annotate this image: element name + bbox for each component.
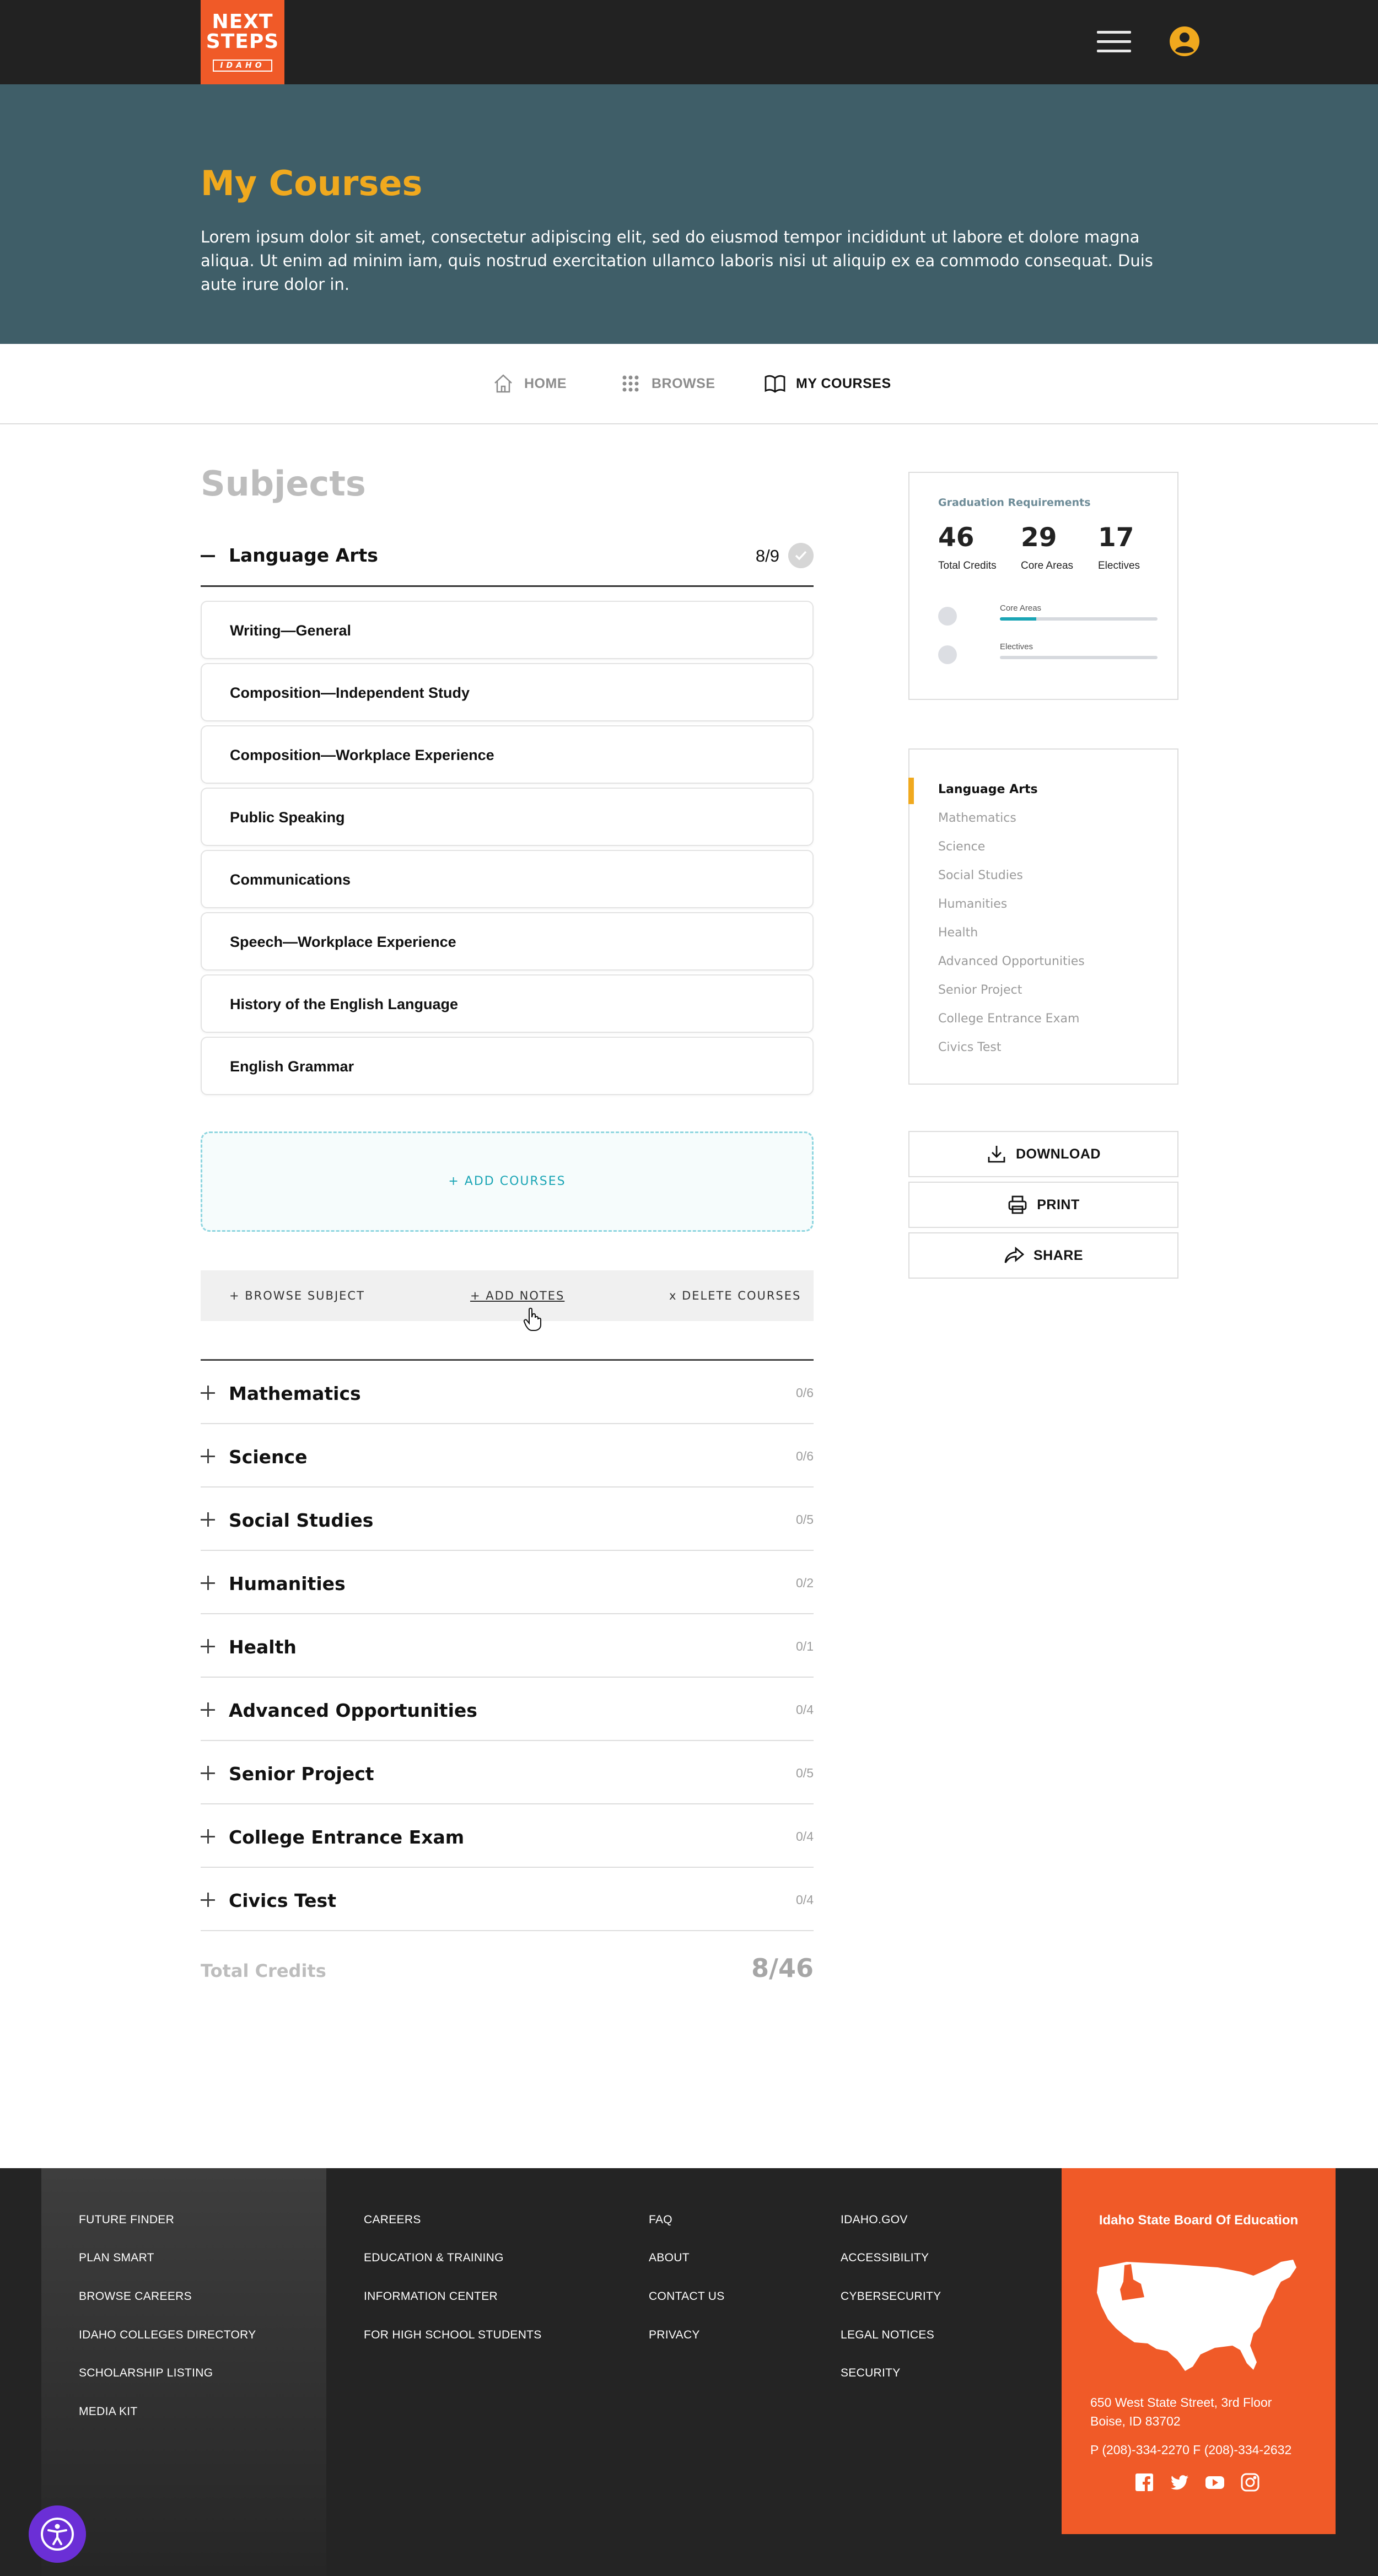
footer-link[interactable]: CYBERSECURITY (841, 2290, 941, 2303)
expand-icon[interactable] (201, 1702, 215, 1717)
org-address-line2: Boise, ID 83702 (1090, 2414, 1181, 2428)
accessibility-icon[interactable] (29, 2505, 86, 2563)
logo-line-2: STEPS (206, 30, 279, 53)
org-name: Idaho State Board Of Education (1099, 2213, 1299, 2228)
delete-courses-link[interactable]: x DELETE COURSES (669, 1289, 801, 1302)
subject-count: 8/9 (755, 546, 779, 565)
subjects-heading: Subjects (201, 464, 366, 504)
course-item[interactable] (201, 788, 814, 846)
download-icon (986, 1144, 1007, 1165)
subject-row-mathematics[interactable] (201, 1361, 814, 1424)
subject-row-health[interactable] (201, 1614, 814, 1678)
subject-name: Humanities (229, 1573, 346, 1594)
download-button[interactable] (908, 1131, 1178, 1177)
subject-name: Civics Test (229, 1890, 336, 1911)
footer-link[interactable]: FUTURE FINDER (79, 2213, 175, 2226)
nav-browse-label: BROWSE (652, 376, 715, 391)
add-notes-link[interactable]: + ADD NOTES (470, 1289, 565, 1302)
subject-header-language-arts[interactable] (201, 537, 814, 587)
jump-item-health[interactable]: Health (938, 926, 978, 940)
browse-subject-link[interactable]: + BROWSE SUBJECT (229, 1289, 365, 1302)
progress-electives (938, 642, 1159, 666)
jump-item-language-arts[interactable]: Language Arts (938, 783, 1038, 796)
footer-link[interactable]: FAQ (649, 2213, 672, 2226)
subject-count: 0/4 (796, 1829, 814, 1844)
subject-count: 0/6 (796, 1449, 814, 1463)
subject-count: 0/4 (796, 1893, 814, 1907)
expand-icon[interactable] (201, 1893, 215, 1907)
subject-name: Senior Project (229, 1763, 374, 1785)
jump-item-civics-test[interactable]: Civics Test (938, 1041, 1002, 1054)
hand-cursor-icon (523, 1307, 543, 1332)
course-item[interactable] (201, 725, 814, 784)
course-name: Speech—Workplace Experience (230, 934, 456, 950)
hero-banner (0, 84, 1378, 344)
stat-value: 29 (1021, 522, 1057, 553)
add-courses-dropzone[interactable]: + ADD COURSES (201, 1131, 814, 1232)
footer-link[interactable]: INFORMATION CENTER (364, 2290, 498, 2303)
footer-link[interactable]: PLAN SMART (79, 2251, 154, 2264)
subject-row-science[interactable] (201, 1424, 814, 1488)
course-name: Writing—General (230, 622, 352, 639)
stat-core-areas (1021, 521, 1073, 574)
stat-value: 46 (938, 522, 975, 553)
subject-row-college-entrance-exam[interactable] (201, 1804, 814, 1868)
nav-home[interactable] (492, 371, 567, 396)
progress-core-areas (938, 603, 1159, 627)
progress-dot (938, 645, 957, 664)
twitter-icon[interactable] (1170, 2472, 1189, 2492)
org-phone: P (208)-334-2270 F (208)-334-2632 (1090, 2443, 1292, 2457)
course-name: English Grammar (230, 1058, 354, 1075)
jump-item-college-entrance-exam[interactable]: College Entrance Exam (938, 1012, 1080, 1026)
org-address-line1: 650 West State Street, 3rd Floor (1090, 2395, 1272, 2410)
progress-label: Core Areas (1000, 603, 1042, 613)
section-nav (0, 344, 1378, 424)
check-icon (788, 543, 814, 568)
footer-link[interactable]: SCHOLARSHIP LISTING (79, 2367, 213, 2379)
footer-link[interactable]: MEDIA KIT (79, 2405, 138, 2418)
board-of-education-panel (1062, 2168, 1336, 2534)
course-item[interactable] (201, 1037, 814, 1095)
subject-name: Mathematics (229, 1383, 361, 1404)
subject-count: 0/4 (796, 1702, 814, 1717)
subject-row-social-studies[interactable] (201, 1488, 814, 1551)
download-label: DOWNLOAD (1016, 1146, 1101, 1162)
footer-link[interactable]: ABOUT (649, 2251, 690, 2264)
print-label: PRINT (1037, 1197, 1080, 1212)
subject-name: College Entrance Exam (229, 1826, 465, 1848)
subject-count: 0/5 (796, 1766, 814, 1780)
subject-count: 0/2 (796, 1576, 814, 1590)
expand-icon[interactable] (201, 1449, 215, 1463)
usa-map-icon (1088, 2245, 1303, 2378)
share-button[interactable] (908, 1232, 1178, 1279)
subject-count: 0/6 (796, 1386, 814, 1400)
course-name: Composition—Independent Study (230, 685, 470, 701)
jump-item-mathematics[interactable]: Mathematics (938, 811, 1016, 825)
footer-link[interactable]: CAREERS (364, 2213, 421, 2226)
footer-link[interactable]: ACCESSIBILITY (841, 2251, 929, 2264)
hamburger-menu-icon[interactable] (1097, 30, 1131, 54)
jump-item-science[interactable]: Science (938, 840, 986, 854)
subject-row-humanities[interactable] (201, 1551, 814, 1614)
subject-jump-menu (908, 748, 1178, 1085)
course-name: History of the English Language (230, 996, 459, 1012)
expand-icon[interactable] (201, 1829, 215, 1844)
course-item[interactable] (201, 850, 814, 908)
stat-electives (1098, 521, 1140, 574)
subject-name: Social Studies (229, 1510, 374, 1531)
subject-name: Health (229, 1636, 297, 1658)
stat-value: 17 (1098, 522, 1134, 553)
page-description: Lorem ipsum dolor sit amet, consectetur adipiscing elit, sed do eiusmod tempor incididunt ut labore et dolore magna aliqua. Ut enim ad minim iam, quis nostrud exercitation ullamco laboris nisi ut aliquip ex ea commodo consequat. Duis aute irure dolor in. (201, 228, 1153, 294)
footer-link[interactable]: LEGAL NOTICES (841, 2329, 935, 2341)
expand-icon[interactable] (201, 1639, 215, 1653)
page-title: My Courses (201, 163, 423, 203)
footer-link[interactable]: EDUCATION & TRAINING (364, 2251, 504, 2264)
course-item[interactable] (201, 601, 814, 659)
subject-name: Advanced Opportunities (229, 1700, 477, 1721)
course-item[interactable] (201, 663, 814, 721)
home-icon (492, 373, 514, 395)
subject-title: Language Arts (229, 545, 378, 566)
total-credits-value: 8/46 (751, 1953, 814, 1983)
grid-icon (620, 373, 642, 395)
site-footer (0, 2168, 1378, 2576)
expand-icon[interactable] (201, 1576, 215, 1590)
print-icon (1007, 1194, 1028, 1215)
jump-item-senior-project[interactable]: Senior Project (938, 983, 1022, 997)
footer-link[interactable]: FOR HIGH SCHOOL STUDENTS (364, 2329, 542, 2341)
jump-item-advanced-opportunities[interactable]: Advanced Opportunities (938, 955, 1085, 968)
expand-icon[interactable] (201, 1512, 215, 1527)
stat-label: Electives (1098, 560, 1140, 572)
progress-track (1000, 656, 1158, 659)
graduation-title: Graduation Requirements (938, 497, 1091, 509)
subject-actions-bar (201, 1270, 814, 1321)
jump-item-humanities[interactable]: Humanities (938, 897, 1008, 911)
course-item[interactable] (201, 912, 814, 971)
subject-row-civics-test[interactable] (201, 1868, 814, 1931)
nav-browse[interactable] (620, 371, 715, 396)
subject-name: Science (229, 1446, 308, 1468)
nav-home-label: HOME (524, 376, 567, 391)
stat-label: Core Areas (1021, 560, 1074, 572)
jump-item-social-studies[interactable]: Social Studies (938, 869, 1023, 882)
graduation-requirements-card (908, 472, 1178, 700)
social-links (1134, 2472, 1260, 2492)
footer-link[interactable]: PRIVACY (649, 2329, 700, 2341)
book-icon (764, 373, 786, 395)
share-icon (1004, 1245, 1025, 1266)
subject-row-advanced-opportunities[interactable] (201, 1678, 814, 1741)
subject-count: 0/1 (796, 1639, 814, 1653)
course-item[interactable] (201, 974, 814, 1033)
youtube-icon[interactable] (1205, 2472, 1225, 2492)
course-name: Communications (230, 871, 351, 888)
expand-icon[interactable] (201, 1386, 215, 1400)
next-steps-logo[interactable] (201, 0, 284, 84)
course-name: Composition—Workplace Experience (230, 747, 494, 763)
instagram-icon[interactable] (1240, 2472, 1260, 2492)
footer-link[interactable]: SECURITY (841, 2367, 901, 2379)
subject-row-senior-project[interactable] (201, 1741, 814, 1804)
nav-my-courses[interactable] (764, 371, 891, 396)
subject-count: 0/5 (796, 1512, 814, 1527)
stat-total-credits (938, 521, 997, 574)
print-button[interactable] (908, 1182, 1178, 1228)
nav-my-courses-label: MY COURSES (796, 376, 891, 391)
progress-track (1000, 617, 1158, 621)
share-label: SHARE (1033, 1248, 1083, 1263)
footer-link[interactable]: IDAHO.GOV (841, 2213, 908, 2226)
stat-label: Total Credits (938, 560, 997, 572)
footer-link[interactable]: CONTACT US (649, 2290, 725, 2303)
logo-line-3: IDAHO (213, 60, 272, 72)
collapse-icon[interactable] (201, 555, 215, 557)
progress-dot (938, 607, 957, 626)
footer-link[interactable]: BROWSE CAREERS (79, 2290, 192, 2303)
progress-label: Electives (1000, 642, 1034, 651)
course-name: Public Speaking (230, 809, 345, 826)
expand-icon[interactable] (201, 1766, 215, 1780)
total-credits-label: Total Credits (201, 1960, 326, 1981)
facebook-icon[interactable] (1134, 2472, 1154, 2492)
footer-link[interactable]: IDAHO COLLEGES DIRECTORY (79, 2329, 256, 2341)
progress-fill (1000, 617, 1036, 621)
user-account-icon[interactable] (1169, 26, 1200, 57)
active-indicator (908, 778, 914, 804)
course-list (201, 601, 814, 1099)
logo-line-1: NEXT (212, 10, 273, 33)
top-bar (0, 0, 1378, 84)
